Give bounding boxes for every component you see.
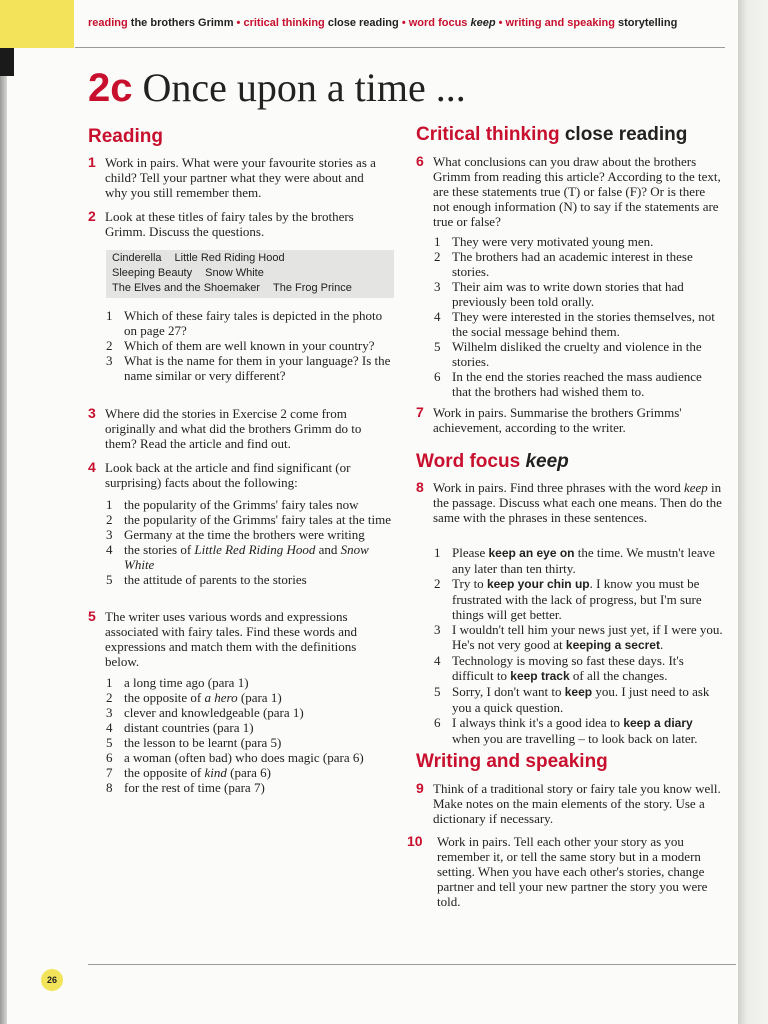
list-item: 3 I wouldn't tell him your news just yet, if I were you. He's not very good at keeping a secret. <box>434 622 723 652</box>
list-item: 4 distant countries (para 1) <box>106 720 254 735</box>
exercise-4: 4 Look back at the article and find significant (or surprising) facts about the following: <box>88 459 351 490</box>
list-item: 2 Which of them are well known in your country? <box>106 338 375 353</box>
yellow-corner-tab <box>0 0 74 48</box>
list-item: 4 the stories of Little Red Riding Hood and Snow White <box>106 542 369 572</box>
exercise-5-definitions <box>106 675 396 795</box>
list-item: 1 They were very motivated young men. <box>434 234 654 249</box>
list-item: 3 What is the name for them in your language? Is the name similar or very different? <box>106 353 391 383</box>
header-word-topic: keep <box>470 17 496 29</box>
list-item: 5 Sorry, I don't want to keep you. I just need to ask you a quick question. <box>434 684 710 715</box>
header-critical-label: critical thinking <box>243 17 325 29</box>
header-divider <box>75 47 725 48</box>
list-item: 2 the popularity of the Grimms' fairy tales at the time <box>106 512 391 527</box>
dark-corner-strip <box>0 48 14 76</box>
list-item: 2 The brothers had an academic interest in these stories. <box>434 249 693 279</box>
exercise-1: 1 Work in pairs. What were your favourite stories as a child? Tell your partner what they were about and why you still remember them. <box>88 154 376 200</box>
list-item: 3 Their aim was to write down stories that had previously been told orally. <box>434 279 684 309</box>
list-item: 1 Which of these fairy tales is depicted in the photo on page 27? <box>106 308 383 338</box>
tale-title: Little Red Riding Hood <box>174 252 285 264</box>
header-critical-topic: close reading <box>327 17 399 29</box>
exercise-10: 10 Work in pairs. Tell each other your story as you remember it, or tell the same story but in a modern setting. When you have each other's stories, change partner and tell your new partner the story you were told. <box>407 833 708 909</box>
fairy-tale-titles-box <box>106 250 394 298</box>
exercise-6-statements <box>434 234 724 399</box>
critical-thinking-heading: Critical thinking close reading <box>416 124 688 145</box>
header-word-label: word focus <box>408 17 468 29</box>
page-number-badge: 26 <box>41 969 63 991</box>
list-item: 2 Try to keep your chin up. I know you must be frustrated with the lack of progress, but I'm sure things will get better. <box>434 576 702 622</box>
tale-title: Snow White <box>205 267 264 279</box>
header-writing-label: writing and speaking <box>505 17 615 29</box>
exercise-6: 6 What conclusions can you draw about the brothers Grimm from reading this article? According to the text, are these statements true (T) or false (F)? Or is there not enough information (N) to say if the statements are true or false? <box>416 153 721 229</box>
exercise-9: 9 Think of a traditional story or fairy tale you know well. Make notes on the main elements of the story. Use a dictionary if necessary. <box>416 780 721 826</box>
header-writing-topic: storytelling <box>618 17 678 29</box>
exercise-5: 5 The writer uses various words and expressions associated with fairy tales. Find these words and expressions and match them with the definitions below. <box>88 608 357 669</box>
tale-title: Sleeping Beauty <box>112 267 193 279</box>
header-bullet: • <box>401 17 406 29</box>
list-item: 4 They were interested in the stories themselves, not the social message behind them. <box>434 309 715 339</box>
list-item: 2 the opposite of a hero (para 1) <box>106 690 282 705</box>
unit-header-strip <box>88 17 677 29</box>
facing-page-edge <box>738 0 768 1024</box>
list-item: 6 In the end the stories reached the mass audience that the brothers had wished them to. <box>434 369 702 399</box>
page-binding-shadow <box>0 0 7 1024</box>
list-item: 1 Please keep an eye on the time. We mustn't leave any later than ten thirty. <box>434 545 715 576</box>
tale-title: The Frog Prince <box>272 282 352 294</box>
reading-heading: Reading <box>88 126 163 147</box>
tale-title: Cinderella <box>112 252 162 264</box>
word-focus-heading: Word focus keep <box>416 451 569 472</box>
exercise-3: 3 Where did the stories in Exercise 2 come from originally and what did the brothers Grimm do to them? Read the article and find out. <box>88 405 362 451</box>
list-item: 7 the opposite of kind (para 6) <box>106 765 271 780</box>
list-item: 5 the attitude of parents to the stories <box>106 572 307 587</box>
list-item: 5 the lesson to be learnt (para 5) <box>106 735 282 750</box>
exercise-7: 7 Work in pairs. Summarise the brothers Grimms' achievement, according to the writer. <box>416 404 682 435</box>
list-item: 4 Technology is moving so fast these days. It's difficult to keep track of all the changes. <box>434 653 684 683</box>
list-item: 6 a woman (often bad) who does magic (para 6) <box>106 750 364 765</box>
header-bullet: • <box>498 17 503 29</box>
page-title <box>88 64 466 112</box>
exercise-8: 8 Work in pairs. Find three phrases with the word keep in the passage. Discuss what each one means. Then do the same with the phrases in these sentences. <box>416 479 722 525</box>
list-item: 3 Germany at the time the brothers were writing <box>106 527 365 542</box>
list-item: 6 I always think it's a good idea to keep a diary when you are travelling – to look back on later. <box>434 715 698 746</box>
unit-number: 2c <box>88 66 133 110</box>
header-reading-label: reading <box>88 17 128 29</box>
list-item: 3 clever and knowledgeable (para 1) <box>106 705 304 720</box>
header-bullet: • <box>236 17 241 29</box>
list-item: 1 the popularity of the Grimms' fairy tales now <box>106 497 359 512</box>
unit-title: Once upon a time ... <box>142 65 466 110</box>
tale-title: The Elves and the Shoemaker <box>112 282 260 294</box>
exercise-4-items <box>106 497 396 587</box>
list-item: 1 a long time ago (para 1) <box>106 675 249 690</box>
writing-speaking-heading: Writing and speaking <box>416 751 608 772</box>
footer-divider <box>88 964 736 965</box>
exercise-2-questions <box>106 308 396 383</box>
exercise-2: 2 Look at these titles of fairy tales by the brothers Grimm. Discuss the questions. <box>88 208 354 239</box>
list-item: 8 for the rest of time (para 7) <box>106 780 265 795</box>
exercise-8-sentences <box>434 545 724 746</box>
list-item: 5 Wilhelm disliked the cruelty and violence in the stories. <box>434 339 702 369</box>
header-reading-topic: the brothers Grimm <box>130 17 234 29</box>
